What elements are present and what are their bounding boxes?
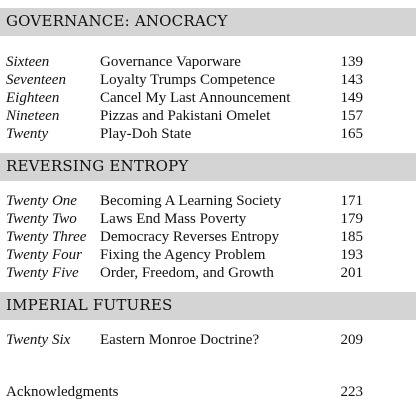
toc-entry <box>0 53 416 71</box>
chapter-number: Nineteen <box>6 108 60 124</box>
page-number: 143 <box>340 72 363 88</box>
toc-entry-acknowledgments <box>0 383 416 401</box>
page-number: 201 <box>340 265 363 281</box>
chapter-number: Twenty Six <box>6 332 71 348</box>
section-header-reversing-entropy <box>0 153 416 181</box>
chapter-title: Order, Freedom, and Growth <box>100 265 274 281</box>
acknowledgments-title: Acknowledgments <box>6 384 119 400</box>
chapter-title: Eastern Monroe Doctrine? <box>100 332 260 348</box>
chapter-title: Democracy Reverses Entropy <box>100 229 280 245</box>
chapter-number: Sixteen <box>6 54 50 70</box>
page-number: 165 <box>340 126 363 142</box>
chapter-number: Eighteen <box>6 90 60 106</box>
toc-entry <box>0 89 416 107</box>
page-number: 223 <box>340 384 363 400</box>
toc-entry <box>0 228 416 246</box>
page-number: 139 <box>340 54 363 70</box>
page-number: 171 <box>340 193 363 209</box>
chapter-title: Cancel My Last Announcement <box>100 90 291 106</box>
chapter-title: Laws End Mass Poverty <box>100 211 247 227</box>
toc-entry <box>0 264 416 282</box>
chapter-title: Pizzas and Pakistani Omelet <box>100 108 271 124</box>
page-number: 179 <box>340 211 363 227</box>
page-number: 157 <box>340 108 363 124</box>
chapter-number: Twenty Four <box>6 247 82 263</box>
chapter-number: Twenty One <box>6 193 77 209</box>
chapter-number: Seventeen <box>6 72 66 88</box>
section-header-governance <box>0 8 416 36</box>
toc-entry <box>0 192 416 210</box>
toc-entry <box>0 246 416 264</box>
chapter-number: Twenty <box>6 126 49 142</box>
page-number: 149 <box>340 90 363 106</box>
toc-entry <box>0 107 416 125</box>
chapter-number: Twenty Three <box>6 229 87 245</box>
toc-entry <box>0 210 416 228</box>
chapter-title: Loyalty Trumps Competence <box>100 72 275 88</box>
section-header-imperial-futures <box>0 292 416 320</box>
chapter-number: Twenty Two <box>6 211 77 227</box>
page-number: 185 <box>340 229 363 245</box>
section-title: REVERSING ENTROPY <box>6 157 189 175</box>
page-number: 209 <box>340 332 363 348</box>
chapter-title: Play-Doh State <box>100 126 192 142</box>
toc-entry <box>0 331 416 349</box>
chapter-number: Twenty Five <box>6 265 79 281</box>
section-title: GOVERNANCE: ANOCRACY <box>6 12 228 30</box>
chapter-title: Fixing the Agency Problem <box>100 247 266 263</box>
section-title: IMPERIAL FUTURES <box>6 296 173 314</box>
chapter-title: Governance Vaporware <box>100 54 241 70</box>
toc-entry <box>0 125 416 143</box>
chapter-title: Becoming A Learning Society <box>100 193 282 209</box>
page-number: 193 <box>340 247 363 263</box>
toc-entry <box>0 71 416 89</box>
